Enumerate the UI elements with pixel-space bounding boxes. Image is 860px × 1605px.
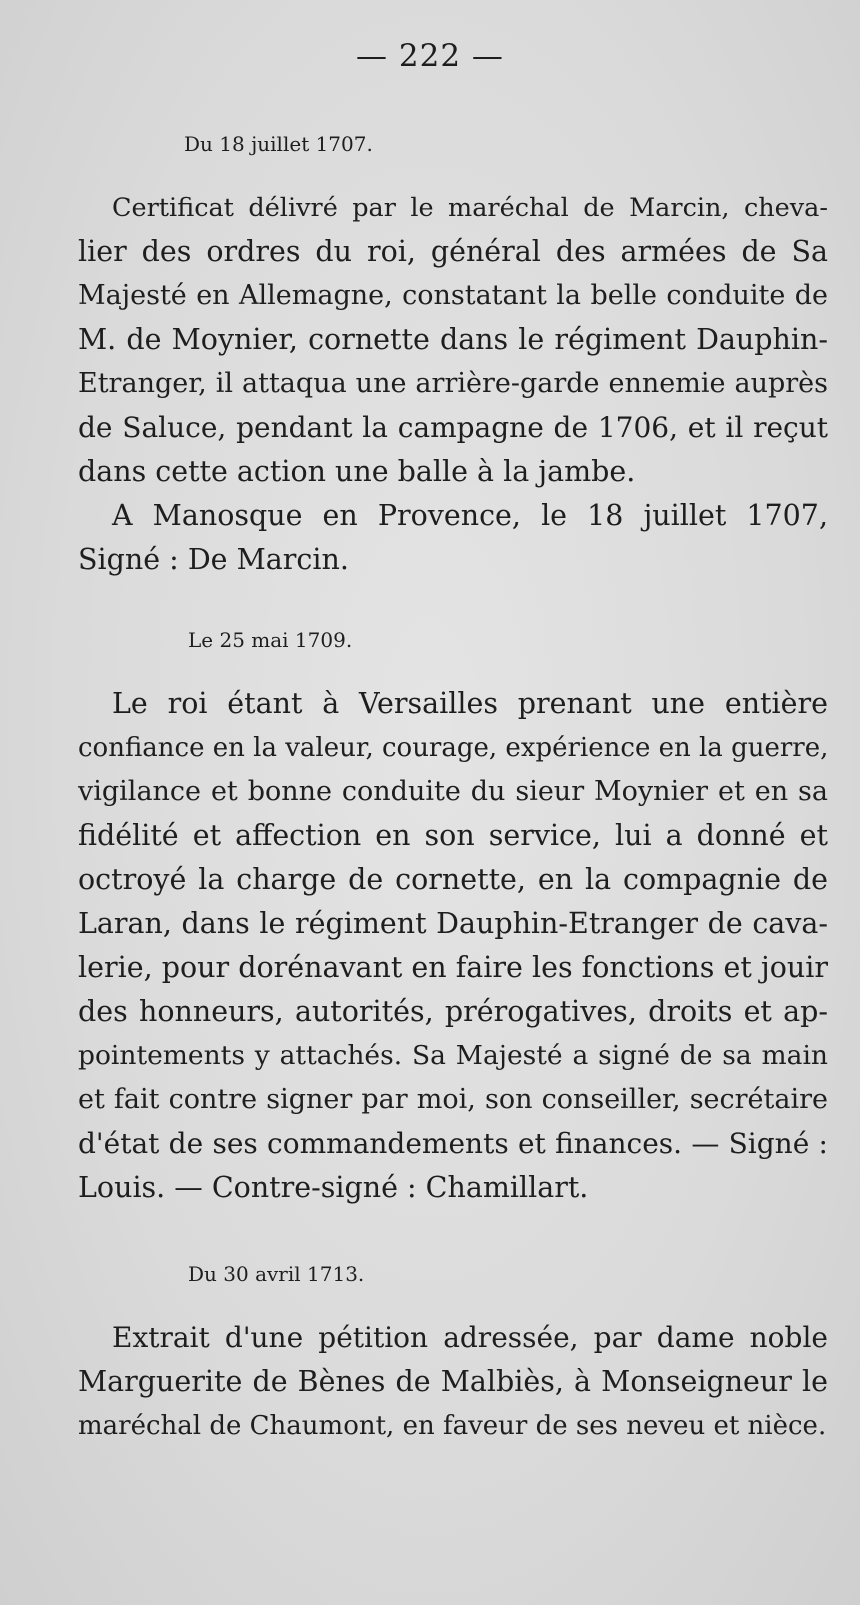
text-line: confiance en la valeur, courage, expérience en la guerre,	[78, 733, 829, 763]
text-line: d'état de ses commandements et finances. — Signé :	[78, 1127, 828, 1160]
text-line: M. de Moynier, cornette dans le régiment Dauphin-	[78, 323, 828, 356]
text-line: Signé : De Marcin.	[78, 543, 349, 576]
page-number: — 222 —	[356, 38, 504, 74]
text-line: octroyé la charge de cornette, en la compagnie de	[78, 863, 828, 896]
text-line: pointements y attachés. Sa Majesté a signé de sa main	[78, 1040, 828, 1071]
paragraph	[78, 682, 828, 1210]
text-line: des honneurs, autorités, prérogatives, droits et ap-	[78, 995, 828, 1028]
text-line: lier des ordres du roi, général des armées de Sa	[78, 235, 828, 268]
text-line: Le roi étant à Versailles prenant une entière	[112, 687, 828, 720]
text-line: Certificat délivré par le maréchal de Marcin, cheva-	[112, 193, 828, 223]
text-line: Louis. — Contre-signé : Chamillart.	[78, 1171, 589, 1204]
text-line: Marguerite de Bènes de Malbiès, à Monseigneur le	[78, 1365, 828, 1398]
text-line: maréchal de Chaumont, en faveur de ses neveu et nièce.	[78, 1411, 827, 1441]
paragraph	[78, 494, 828, 582]
paragraph	[78, 1316, 828, 1448]
text-line: de Saluce, pendant la campagne de 1706, et il reçut	[78, 411, 828, 444]
text-line: dans cette action une balle à la jambe.	[78, 455, 636, 488]
text-line: Laran, dans le régiment Dauphin-Etranger de cava-	[78, 907, 828, 940]
text-line: A Manosque en Provence, le 18 juillet 1707,	[112, 499, 828, 532]
text-line: Extrait d'une pétition adressée, par dame noble	[112, 1321, 828, 1354]
text-line: lerie, pour dorénavant en faire les fonctions et jouir	[78, 951, 828, 984]
text-line: Majesté en Allemagne, constatant la belle conduite de	[78, 280, 828, 311]
text-line: Etranger, il attaqua une arrière-garde ennemie auprès	[78, 368, 828, 399]
section-date: Du 30 avril 1713.	[188, 1262, 365, 1286]
text-line: et fait contre signer par moi, son conseiller, secrétaire	[78, 1084, 828, 1115]
paragraph	[78, 186, 828, 494]
text-line: fidélité et affection en son service, lui a donné et	[78, 819, 828, 852]
section-date: Du 18 juillet 1707.	[184, 132, 373, 156]
text-line: vigilance et bonne conduite du sieur Moynier et en sa	[78, 776, 828, 807]
section-date: Le 25 mai 1709.	[188, 628, 353, 652]
